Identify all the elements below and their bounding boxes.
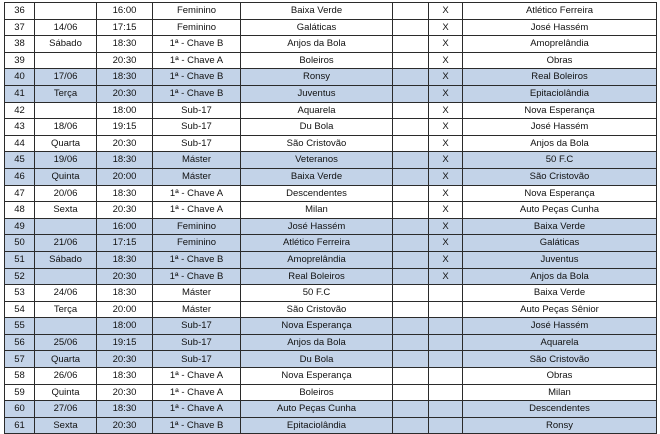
match-category: 1ª - Chave B	[153, 36, 241, 53]
table-row	[5, 218, 657, 235]
team-away: Real Boleiros	[463, 69, 657, 86]
row-number: 49	[5, 218, 35, 235]
team-home: São Cristovão	[241, 135, 393, 152]
match-time: 17:15	[97, 19, 153, 36]
score-cell-home	[393, 401, 429, 418]
score-cell-home	[393, 168, 429, 185]
match-time: 20:30	[97, 202, 153, 219]
score-cell-home	[393, 135, 429, 152]
match-category: 1ª - Chave B	[153, 251, 241, 268]
score-cell-home	[393, 119, 429, 136]
row-number: 40	[5, 69, 35, 86]
team-away: Galáticas	[463, 235, 657, 252]
score-cell-home	[393, 3, 429, 20]
match-date	[35, 52, 97, 69]
team-home: 50 F.C	[241, 285, 393, 302]
versus-mark	[429, 368, 463, 385]
score-cell-home	[393, 285, 429, 302]
row-number: 46	[5, 168, 35, 185]
versus-mark	[429, 318, 463, 335]
row-number: 45	[5, 152, 35, 169]
match-date: Quarta	[35, 351, 97, 368]
table-row	[5, 368, 657, 385]
versus-mark: X	[429, 185, 463, 202]
score-cell-home	[393, 185, 429, 202]
team-home: Baixa Verde	[241, 168, 393, 185]
match-time: 18:30	[97, 251, 153, 268]
versus-mark: X	[429, 251, 463, 268]
match-date: 27/06	[35, 401, 97, 418]
score-cell-home	[393, 52, 429, 69]
row-number: 60	[5, 401, 35, 418]
team-home: Amoprelândia	[241, 251, 393, 268]
match-date: Sexta	[35, 202, 97, 219]
match-category: 1ª - Chave A	[153, 52, 241, 69]
team-home: Epitaciolândia	[241, 417, 393, 434]
match-date: 19/06	[35, 152, 97, 169]
match-time: 20:00	[97, 168, 153, 185]
team-home: Anjos da Bola	[241, 334, 393, 351]
versus-mark: X	[429, 168, 463, 185]
match-category: 1ª - Chave B	[153, 69, 241, 86]
match-category: Sub-17	[153, 318, 241, 335]
team-home: Ronsy	[241, 69, 393, 86]
match-time: 18:30	[97, 368, 153, 385]
versus-mark	[429, 384, 463, 401]
table-row	[5, 401, 657, 418]
row-number: 48	[5, 202, 35, 219]
team-away: Baixa Verde	[463, 285, 657, 302]
table-row	[5, 36, 657, 53]
match-category: 1ª - Chave A	[153, 384, 241, 401]
table-row	[5, 384, 657, 401]
team-home: Aquarela	[241, 102, 393, 119]
match-category: Máster	[153, 168, 241, 185]
match-date: Quinta	[35, 168, 97, 185]
match-date: Terça	[35, 85, 97, 102]
match-time: 17:15	[97, 235, 153, 252]
team-home: José Hassém	[241, 218, 393, 235]
table-row	[5, 52, 657, 69]
team-home: Baixa Verde	[241, 3, 393, 20]
match-category: 1ª - Chave A	[153, 368, 241, 385]
score-cell-home	[393, 36, 429, 53]
score-cell-home	[393, 152, 429, 169]
team-home: Anjos da Bola	[241, 36, 393, 53]
team-away: José Hassém	[463, 19, 657, 36]
row-number: 61	[5, 417, 35, 434]
row-number: 50	[5, 235, 35, 252]
match-category: Máster	[153, 301, 241, 318]
schedule-body	[5, 3, 657, 434]
team-home: Nova Esperança	[241, 318, 393, 335]
team-away: Nova Esperança	[463, 102, 657, 119]
match-time: 20:00	[97, 301, 153, 318]
table-row	[5, 152, 657, 169]
versus-mark: X	[429, 135, 463, 152]
team-home: Juventus	[241, 85, 393, 102]
schedule-sheet	[0, 2, 660, 433]
score-cell-home	[393, 202, 429, 219]
team-home: Milan	[241, 202, 393, 219]
match-time: 20:30	[97, 351, 153, 368]
table-row	[5, 301, 657, 318]
match-category: Sub-17	[153, 119, 241, 136]
match-date: Terça	[35, 301, 97, 318]
team-away: São Cristovão	[463, 168, 657, 185]
match-date: 21/06	[35, 235, 97, 252]
score-cell-home	[393, 251, 429, 268]
table-row	[5, 135, 657, 152]
table-row	[5, 285, 657, 302]
team-away: 50 F.C	[463, 152, 657, 169]
score-cell-home	[393, 351, 429, 368]
match-category: Sub-17	[153, 351, 241, 368]
match-date	[35, 318, 97, 335]
match-category: 1ª - Chave A	[153, 185, 241, 202]
match-time: 20:30	[97, 268, 153, 285]
versus-mark: X	[429, 3, 463, 20]
versus-mark: X	[429, 52, 463, 69]
table-row	[5, 85, 657, 102]
team-away: Amoprelândia	[463, 36, 657, 53]
match-category: Sub-17	[153, 135, 241, 152]
team-home: Veteranos	[241, 152, 393, 169]
team-away: Aquarela	[463, 334, 657, 351]
team-away: Descendentes	[463, 401, 657, 418]
versus-mark: X	[429, 36, 463, 53]
versus-mark	[429, 334, 463, 351]
row-number: 38	[5, 36, 35, 53]
match-date: 17/06	[35, 69, 97, 86]
team-away: José Hassém	[463, 119, 657, 136]
team-away: Anjos da Bola	[463, 135, 657, 152]
match-category: Máster	[153, 285, 241, 302]
match-date: 24/06	[35, 285, 97, 302]
match-time: 18:30	[97, 185, 153, 202]
team-home: Nova Esperança	[241, 368, 393, 385]
versus-mark	[429, 301, 463, 318]
match-category: Feminino	[153, 3, 241, 20]
table-row	[5, 102, 657, 119]
score-cell-home	[393, 19, 429, 36]
team-away: Anjos da Bola	[463, 268, 657, 285]
table-row	[5, 19, 657, 36]
score-cell-home	[393, 318, 429, 335]
row-number: 57	[5, 351, 35, 368]
match-time: 19:15	[97, 334, 153, 351]
team-away: Nova Esperança	[463, 185, 657, 202]
score-cell-home	[393, 334, 429, 351]
match-date: 14/06	[35, 19, 97, 36]
match-category: Feminino	[153, 19, 241, 36]
schedule-table	[4, 2, 657, 434]
table-row	[5, 185, 657, 202]
team-away: Ronsy	[463, 417, 657, 434]
row-number: 55	[5, 318, 35, 335]
match-date	[35, 3, 97, 20]
match-category: 1ª - Chave B	[153, 85, 241, 102]
table-row	[5, 251, 657, 268]
row-number: 51	[5, 251, 35, 268]
versus-mark: X	[429, 85, 463, 102]
row-number: 39	[5, 52, 35, 69]
match-date: Quarta	[35, 135, 97, 152]
team-away: Obras	[463, 52, 657, 69]
row-number: 43	[5, 119, 35, 136]
score-cell-home	[393, 417, 429, 434]
team-away: Auto Peças Sênior	[463, 301, 657, 318]
team-away: Milan	[463, 384, 657, 401]
row-number: 53	[5, 285, 35, 302]
match-category: Sub-17	[153, 102, 241, 119]
versus-mark	[429, 351, 463, 368]
match-time: 19:15	[97, 119, 153, 136]
match-category: Máster	[153, 152, 241, 169]
table-row	[5, 235, 657, 252]
match-date	[35, 102, 97, 119]
match-time: 18:00	[97, 102, 153, 119]
match-category: Feminino	[153, 218, 241, 235]
table-row	[5, 119, 657, 136]
match-category: 1ª - Chave A	[153, 401, 241, 418]
row-number: 36	[5, 3, 35, 20]
match-date: Sexta	[35, 417, 97, 434]
team-away: Epitaciolândia	[463, 85, 657, 102]
match-category: 1ª - Chave B	[153, 417, 241, 434]
versus-mark: X	[429, 102, 463, 119]
match-time: 18:30	[97, 69, 153, 86]
score-cell-home	[393, 384, 429, 401]
team-away: Obras	[463, 368, 657, 385]
row-number: 37	[5, 19, 35, 36]
team-home: Du Bola	[241, 119, 393, 136]
match-date: 20/06	[35, 185, 97, 202]
match-time: 18:30	[97, 152, 153, 169]
team-home: Descendentes	[241, 185, 393, 202]
score-cell-home	[393, 102, 429, 119]
match-date	[35, 218, 97, 235]
match-date	[35, 268, 97, 285]
row-number: 41	[5, 85, 35, 102]
team-away: Atlético Ferreira	[463, 3, 657, 20]
match-time: 16:00	[97, 3, 153, 20]
team-away: São Cristovão	[463, 351, 657, 368]
team-home: Boleiros	[241, 384, 393, 401]
match-category: 1ª - Chave A	[153, 202, 241, 219]
versus-mark: X	[429, 152, 463, 169]
versus-mark: X	[429, 202, 463, 219]
match-time: 18:30	[97, 285, 153, 302]
row-number: 59	[5, 384, 35, 401]
table-row	[5, 417, 657, 434]
match-time: 20:30	[97, 135, 153, 152]
table-row	[5, 3, 657, 20]
table-row	[5, 318, 657, 335]
versus-mark: X	[429, 119, 463, 136]
score-cell-home	[393, 218, 429, 235]
score-cell-home	[393, 368, 429, 385]
match-date: Quinta	[35, 384, 97, 401]
match-date: 25/06	[35, 334, 97, 351]
team-home: São Cristovão	[241, 301, 393, 318]
team-away: José Hassém	[463, 318, 657, 335]
versus-mark: X	[429, 218, 463, 235]
versus-mark: X	[429, 69, 463, 86]
match-date: Sábado	[35, 36, 97, 53]
team-home: Du Bola	[241, 351, 393, 368]
match-time: 20:30	[97, 52, 153, 69]
match-time: 18:30	[97, 36, 153, 53]
match-time: 18:30	[97, 401, 153, 418]
row-number: 47	[5, 185, 35, 202]
row-number: 42	[5, 102, 35, 119]
score-cell-home	[393, 268, 429, 285]
match-time: 16:00	[97, 218, 153, 235]
score-cell-home	[393, 85, 429, 102]
versus-mark	[429, 401, 463, 418]
table-row	[5, 168, 657, 185]
match-date: Sábado	[35, 251, 97, 268]
score-cell-home	[393, 69, 429, 86]
match-time: 20:30	[97, 384, 153, 401]
row-number: 56	[5, 334, 35, 351]
table-row	[5, 202, 657, 219]
match-category: 1ª - Chave B	[153, 268, 241, 285]
match-time: 18:00	[97, 318, 153, 335]
row-number: 52	[5, 268, 35, 285]
match-category: Feminino	[153, 235, 241, 252]
row-number: 58	[5, 368, 35, 385]
match-date: 26/06	[35, 368, 97, 385]
versus-mark	[429, 417, 463, 434]
match-category: Sub-17	[153, 334, 241, 351]
versus-mark: X	[429, 235, 463, 252]
versus-mark	[429, 285, 463, 302]
team-home: Real Boleiros	[241, 268, 393, 285]
table-row	[5, 351, 657, 368]
score-cell-home	[393, 235, 429, 252]
table-row	[5, 69, 657, 86]
score-cell-home	[393, 301, 429, 318]
team-home: Galáticas	[241, 19, 393, 36]
versus-mark: X	[429, 19, 463, 36]
team-away: Auto Peças Cunha	[463, 202, 657, 219]
team-away: Juventus	[463, 251, 657, 268]
row-number: 44	[5, 135, 35, 152]
row-number: 54	[5, 301, 35, 318]
table-row	[5, 268, 657, 285]
match-time: 20:30	[97, 417, 153, 434]
table-row	[5, 334, 657, 351]
versus-mark: X	[429, 268, 463, 285]
team-away: Baixa Verde	[463, 218, 657, 235]
team-home: Atlético Ferreira	[241, 235, 393, 252]
team-home: Boleiros	[241, 52, 393, 69]
match-time: 20:30	[97, 85, 153, 102]
team-home: Auto Peças Cunha	[241, 401, 393, 418]
match-date: 18/06	[35, 119, 97, 136]
